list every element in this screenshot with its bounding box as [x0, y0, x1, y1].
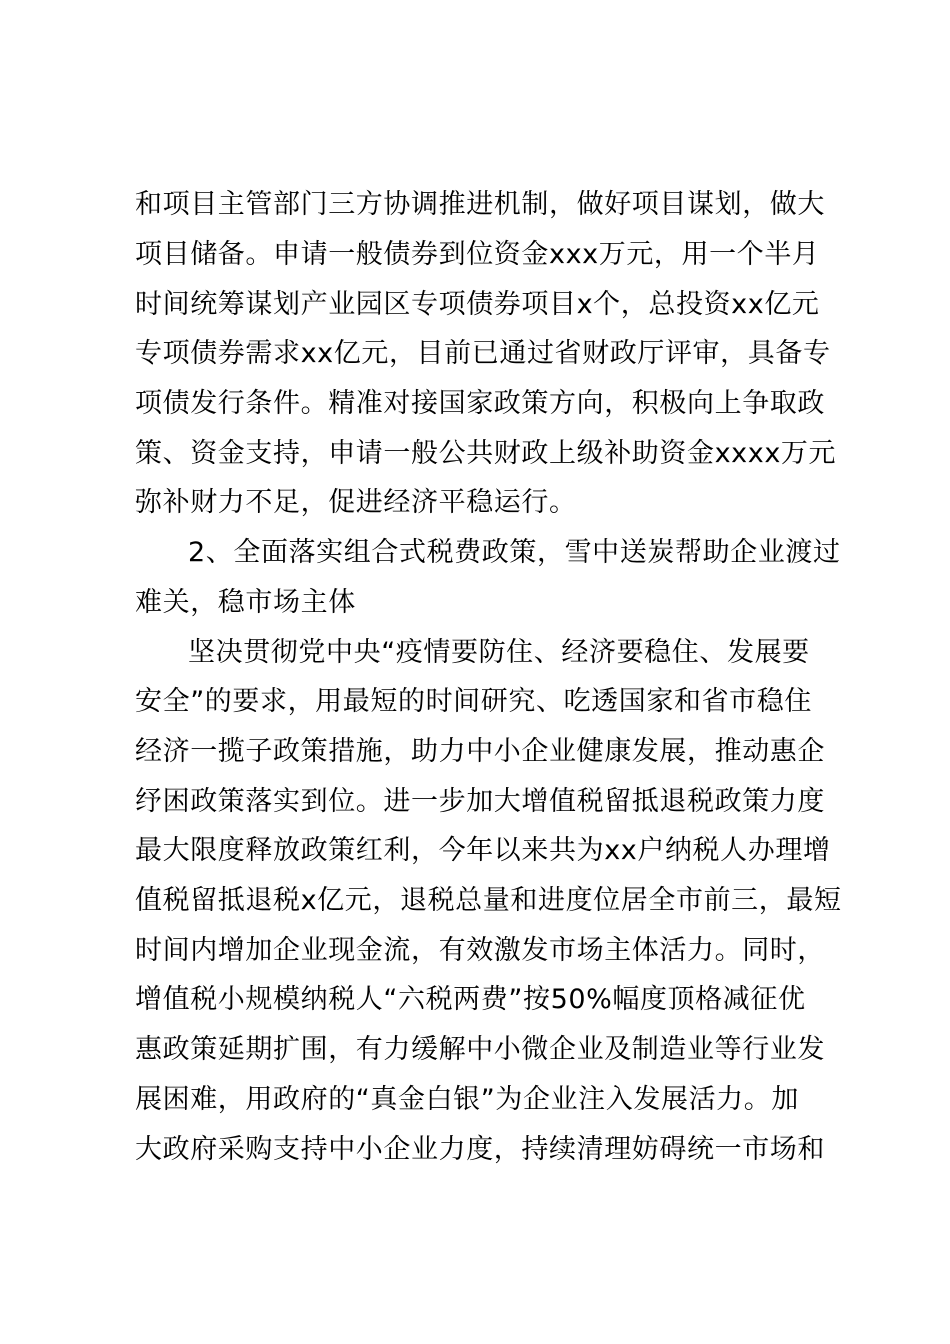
text-line: 大政府采购支持中小企业力度，持续清理妨碍统一市场和: [135, 1134, 825, 1165]
text-line: 坚决贯彻党中央“疫情要防住、经济要稳住、发展要: [188, 637, 810, 668]
text-line: 弥补财力不足，促进经济平稳运行。: [135, 487, 577, 518]
text-line: 时间内增加企业现金流，有效激发市场主体活力。同时，: [135, 935, 825, 966]
text-line: 时间统筹谋划产业园区专项债券项目x个，总投资xx亿元: [135, 289, 820, 320]
text-line: 项目储备。申请一般债券到位资金xxx万元，用一个半月: [135, 239, 820, 270]
text-line: 纾困政策落实到位。进一步加大增值税留抵退税政策力度: [135, 786, 825, 817]
text-line: 值税留抵退税x亿元，退税总量和进度位居全市前三，最短: [135, 885, 842, 916]
section-heading-continued: 难关，稳市场主体: [135, 587, 356, 618]
section-heading: 2、全面落实组合式税费政策，雪中送炭帮助企业渡过: [188, 537, 841, 568]
text-line: 经济一揽子政策措施，助力中小企业健康发展，推动惠企: [135, 736, 825, 767]
text-line: 最大限度释放政策红利，今年以来共为xx户纳税人办理增: [135, 835, 831, 866]
text-line: 惠政策延期扩围，有力缓解中小微企业及制造业等行业发: [135, 1034, 825, 1065]
text-line: 专项债券需求xx亿元，目前已通过省财政厅评审，具备专: [135, 338, 831, 369]
text-line: 策、资金支持，申请一般公共财政上级补助资金xxxx万元: [135, 438, 837, 469]
text-line: 增值税小规模纳税人“六税两费”按50%幅度顶格减征优: [135, 984, 806, 1015]
text-line: 展困难，用政府的“真金白银”为企业注入发展活力。加: [135, 1084, 799, 1115]
text-line: 项债发行条件。精准对接国家政策方向，积极向上争取政: [135, 388, 825, 419]
text-line: 和项目主管部门三方协调推进机制，做好项目谋划，做大: [135, 189, 825, 220]
text-line: 安全”的要求，用最短的时间研究、吃透国家和省市稳住: [135, 686, 812, 717]
